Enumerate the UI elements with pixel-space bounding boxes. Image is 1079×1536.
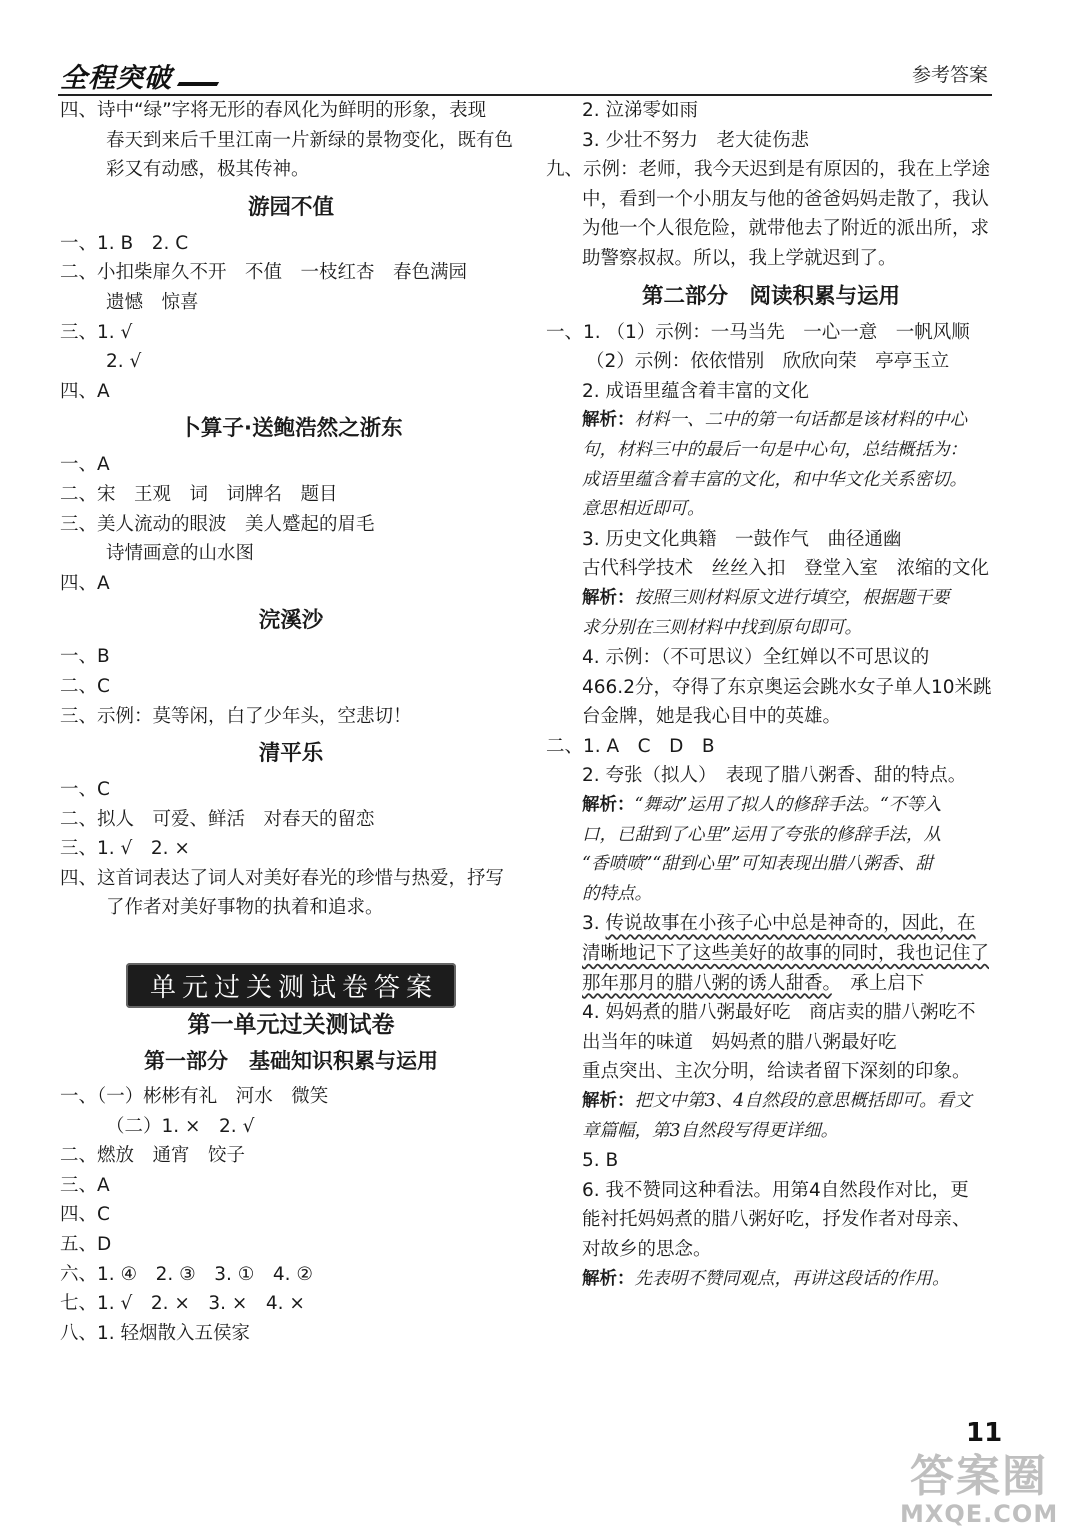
- answer-line: 一、A: [60, 454, 110, 476]
- answer-line: 2. 夸张（拟人） 表现了腊八粥香、甜的特点。: [582, 765, 967, 787]
- answer-line: 三、美人流动的眼波 美人蹙起的眉毛: [60, 513, 375, 535]
- explanation-line: 的特点。: [582, 883, 652, 904]
- answer-line: 八、1. 轻烟散入五侯家: [60, 1322, 251, 1344]
- underlined-sentence: 传说故事在小孩子心中总是神奇的，因此，在: [605, 913, 976, 935]
- underlined-sentence: 清晰地记下了这些美好的故事的同时，我也记住了: [582, 943, 990, 965]
- page-header: [58, 52, 992, 96]
- answer-line: 4. 妈妈煮的腊八粥最好吃 商店卖的腊八粥吃不: [582, 1002, 976, 1024]
- explanation-text: 材料一、二中的第一句话都是该材料的中心: [634, 410, 967, 431]
- explanation-text: 按照三则材料原文进行填空，根据题干要: [634, 587, 950, 608]
- answer-line: 二、小扣柴扉久不开 不值 一枝红杏 春色满园: [60, 262, 468, 284]
- answer-line: 三、1. √ 2. ×: [60, 838, 190, 860]
- explanation-line: 成语里蕴含着丰富的文化，和中华文化关系密切。: [582, 469, 967, 490]
- answer-line: 2. √: [106, 351, 142, 373]
- explanation-line: 章篇幅，第3自然段写得更详细。: [582, 1120, 839, 1141]
- answer-line: 遗憾 惊喜: [106, 291, 199, 313]
- answer-line: 三、示例：莫等闲，白了少年头，空悲切！: [60, 705, 412, 727]
- answer-line: [546, 939, 996, 969]
- explanation-text: “舞动”运用了拟人的修辞手法。“不等入: [634, 795, 942, 816]
- explanation-line: [546, 1265, 996, 1295]
- brand-logo: 全程突破: [60, 63, 172, 94]
- explanation-line: [546, 791, 996, 821]
- explanation-label: 解析：: [582, 1091, 635, 1111]
- left-column: [60, 96, 522, 1348]
- answer-line: 春天到来后千里江南一片新绿的景物变化，既有色: [106, 129, 514, 151]
- question-number: 3.: [582, 913, 606, 935]
- answer-line: 5. B: [582, 1150, 619, 1172]
- answer-line: 九、示例：老师，我今天迟到是有原因的，我在上学途: [546, 159, 991, 181]
- answer-line: 六、1. ④ 2. ③ 3. ① 4. ②: [60, 1263, 313, 1285]
- watermark-url: MXQE.COM: [900, 1500, 1059, 1528]
- answer-line: 一、C: [60, 779, 110, 801]
- answer-line: 为他一个人很危险，就带他去了附近的派出所，求: [582, 218, 990, 240]
- explanation-text: 把文中第3、4自然段的意思概括即可。看文: [634, 1091, 972, 1111]
- answer-line: 3. 历史文化典籍 一鼓作气 曲径通幽: [582, 528, 902, 550]
- answer-line: 二、燃放 通宵 饺子: [60, 1145, 246, 1167]
- watermark-text: 答案圈: [910, 1451, 1048, 1502]
- answer-line: 古代科学技术 丝丝入扣 登堂入室 浓缩的文化: [582, 558, 990, 580]
- answer-line: 466.2分，夺得了东京奥运会跳水女子单人10米跳: [582, 676, 992, 698]
- answer-line: （2）示例：依依惜别 欣欣向荣 亭亭玉立: [586, 351, 950, 373]
- answer-line: 出当年的味道 妈妈煮的腊八粥最好吃: [582, 1031, 897, 1053]
- explanation-text: 先表明不赞同观点，再讲这段话的作用。: [634, 1268, 950, 1289]
- answer-text: 承上启下: [831, 972, 925, 994]
- answer-line: 四、A: [60, 572, 110, 594]
- answer-line: 三、1. √: [60, 321, 133, 343]
- explanation-line: [546, 584, 996, 614]
- explanation-line: [546, 406, 996, 436]
- explanation-label: 解析：: [582, 795, 635, 816]
- answer-line: 4. 示例：（不可思议）全红婵以不可思议的: [582, 647, 930, 669]
- answer-line: 重点突出、主次分明，给读者留下深刻的印象。: [582, 1061, 971, 1083]
- answer-line: （二）1. × 2. √: [106, 1115, 255, 1137]
- answer-line: 2. 成语里蕴含着丰富的文化: [582, 380, 810, 402]
- page-number: 11: [966, 1418, 1003, 1448]
- answer-line: 二、宋 王观 词 词牌名 题目: [60, 483, 338, 505]
- answer-line: 四、诗中“绿”字将无形的春风化为鲜明的形象，表现: [60, 100, 487, 121]
- answer-line: 3. 少壮不努力 老大徒伤悲: [582, 129, 810, 151]
- answer-line: 了作者对美好事物的执着和追求。: [106, 897, 384, 919]
- explanation-line: 意思相近即可。: [582, 499, 705, 520]
- banner-wrapper: [60, 963, 522, 1008]
- answer-line: 台金牌，她是我心目中的英雄。: [582, 706, 842, 728]
- answer-line: 2. 泣涕零如雨: [582, 100, 699, 121]
- answer-line: 彩又有动感，极其传神。: [106, 159, 310, 181]
- answer-line: 一、（一）彬彬有礼 河水 微笑: [60, 1086, 329, 1108]
- section-title: 卜算子·送鲍浩然之浙东: [179, 416, 403, 442]
- answer-line: 6. 我不赞同这种看法。用第4自然段作对比，更: [582, 1179, 969, 1201]
- unit-test-banner: 单元过关测试卷答案: [126, 963, 456, 1008]
- answer-line: 四、A: [60, 380, 110, 402]
- section-title: 游园不值: [247, 194, 334, 220]
- answer-line: 助警察叔叔。所以，我上学就迟到了。: [582, 247, 897, 269]
- watermark-logo: [900, 1440, 1072, 1530]
- brand-underline: [177, 82, 219, 86]
- answer-line: 一、1. （1）示例：一马当先 一心一意 一帆风顺: [546, 321, 970, 343]
- answer-line: 七、1. √ 2. × 3. × 4. ×: [60, 1293, 305, 1315]
- section-title: 浣溪沙: [258, 608, 324, 634]
- answer-line: [546, 969, 996, 999]
- answer-line: 能衬托妈妈煮的腊八粥好吃，抒发作者对母亲、: [582, 1209, 971, 1231]
- explanation-line: 句，材料三中的最后一句是中心句，总结概括为：: [582, 439, 967, 460]
- answer-line: 三、A: [60, 1174, 110, 1196]
- explanation-label: 解析：: [582, 587, 635, 608]
- header-section-label: 参考答案: [911, 64, 988, 86]
- underlined-sentence: 那年那月的腊八粥的诱人甜香。: [582, 972, 832, 994]
- part-title: 第二部分 阅读积累与运用: [641, 283, 900, 309]
- explanation-line: 口，已甜到了心里”运用了夸张的修辞手法，从: [582, 824, 941, 845]
- explanation-label: 解析：: [582, 410, 635, 431]
- explanation-label: 解析：: [582, 1268, 635, 1289]
- explanation-line: [546, 1087, 996, 1117]
- explanation-line: 求分别在三则材料中找到原句即可。: [582, 617, 862, 638]
- answer-line: 诗情画意的山水图: [106, 543, 255, 565]
- answer-line: 四、C: [60, 1204, 110, 1226]
- right-column: [546, 96, 996, 1294]
- answer-line: 二、C: [60, 675, 110, 697]
- answer-line: 对故乡的思念。: [582, 1238, 712, 1260]
- answer-line: 一、1. B 2. C: [60, 232, 189, 254]
- answer-line: 二、拟人 可爱、鲜活 对春天的留恋: [60, 808, 375, 830]
- answer-line: 五、D: [60, 1234, 112, 1256]
- part-title: 第一部分 基础知识积累与运用: [144, 1049, 438, 1074]
- answer-line: 中，看到一个小朋友与他的爸爸妈妈走散了，我认: [582, 188, 990, 210]
- unit-title: 第一单元过关测试卷: [187, 1012, 395, 1039]
- section-title: 清平乐: [258, 741, 324, 767]
- answer-line: [546, 909, 996, 939]
- answer-line: 四、这首词表达了词人对美好春光的珍惜与热爱，抒写: [60, 867, 505, 889]
- answer-line: 一、B: [60, 646, 110, 668]
- answer-line: 二、1. A C D B: [546, 735, 715, 757]
- explanation-line: “香喷喷”“甜到心里”可知表现出腊八粥香、甜: [582, 854, 933, 875]
